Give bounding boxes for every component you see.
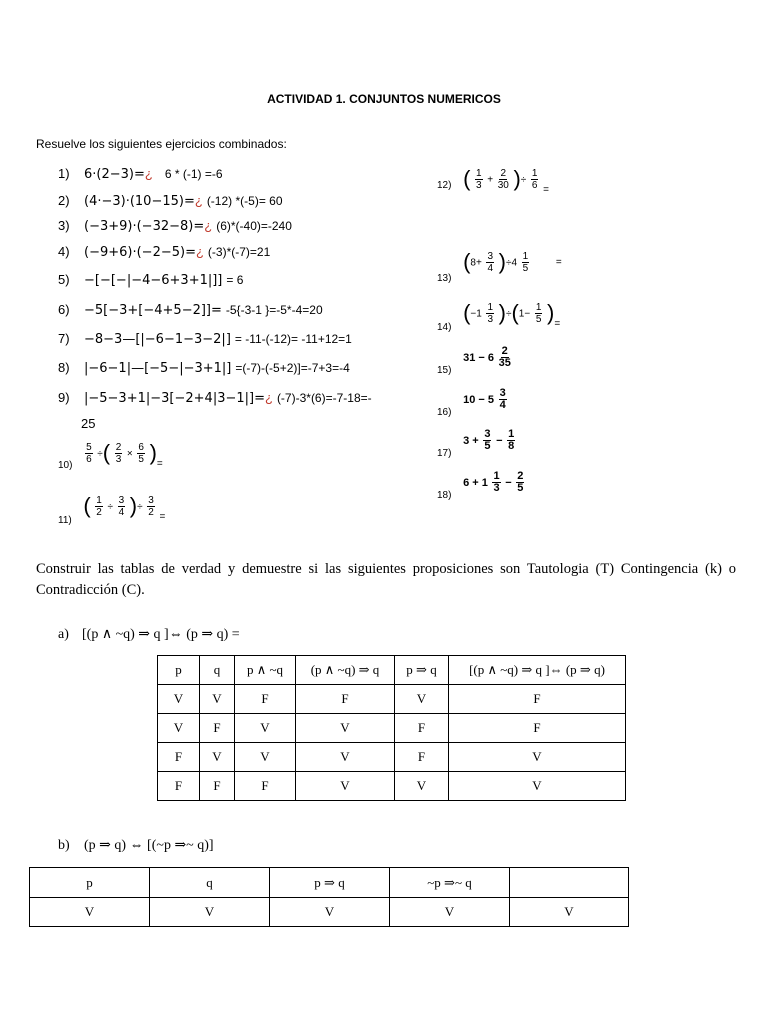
table-cell: V (158, 685, 200, 714)
table-cell: F (296, 685, 395, 714)
exercise-number: 18) (437, 489, 452, 501)
exercise-expression: (−9+6)·(−2−5)= (84, 245, 196, 260)
part-b-statement: b) (p ⇒ q) ⇔ [(~p ⇒~ q)] (58, 838, 214, 853)
exercise-answer: = 6 (226, 273, 244, 287)
exercise-15: $_{15)}$ 31 − 6 $\frac{2}{35}$ (437, 345, 511, 376)
column-header: [(p ∧ ~q) ⇒ q ]⇔ (p ⇒ q) (449, 656, 626, 685)
table-cell: V (390, 898, 510, 927)
exercise-number: 12) (437, 180, 452, 192)
column-header: q (150, 868, 270, 898)
red-question-mark: ¿ (144, 166, 153, 181)
exercise-expression: 6·(2−3)= (84, 167, 145, 182)
exercise-number: 16) (437, 406, 452, 418)
table-row (158, 685, 626, 714)
exercise-expression: |−5−3+1|−3[−2+4|3−1|]= (84, 391, 265, 406)
exercise-expression: (−3+9)·(−32−8)= (84, 219, 205, 234)
table-cell: V (395, 772, 449, 801)
table-cell: F (449, 714, 626, 743)
table-row (158, 714, 626, 743)
table-cell: V (449, 772, 626, 801)
exercise-11: $_{11)}$ ( $\frac{1}{2}$ ÷ $\frac{3}{4}$ )÷ $\frac{3}{2}$ $_=$ (58, 493, 166, 527)
exercise-answer: (-3)*(-7)=21 (207, 245, 271, 259)
instructions-paragraph: Construir las tablas de verdad y demuestre si las siguientes proposiciones son Tautologia (T) Contingencia (k) o Contradicción (C). (36, 561, 736, 598)
exercise-number: 10) (58, 460, 73, 472)
exercise-number: 4) (58, 244, 70, 259)
column-header: p ∧ ~q (235, 656, 296, 685)
exercise-number: 5) (58, 272, 70, 287)
exercise-answer: 6 * (-1) =-6 (164, 167, 223, 181)
table-header-row (30, 868, 629, 898)
exercise-number: 3) (58, 218, 70, 233)
table-cell: V (30, 898, 150, 927)
exercise-expression: −8−3—[|−6−1−3−2|] (84, 332, 231, 347)
exercise-expression: −[−[−|−4−6+3+1|]] (84, 273, 223, 288)
table-header-row (158, 656, 626, 685)
exercise-number: 2) (58, 193, 70, 208)
table-cell: V (200, 685, 235, 714)
exercise-expression: (4·−3)·(10−15)= (84, 194, 195, 209)
exercise-number: 7) (58, 331, 70, 346)
exercise-16: $_{16)}$ 10 − 5 $\frac{3}{4}$ (437, 387, 506, 418)
table-cell: V (510, 898, 629, 927)
exercise-expression: −5[−3+[−4+5−2]]= (84, 303, 222, 318)
exercise-4 (58, 244, 270, 260)
page-title: ACTIVIDAD 1. CONJUNTOS NUMERICOS (267, 92, 501, 106)
column-header: p ⇒ q (395, 656, 449, 685)
exercise-8 (58, 360, 350, 376)
exercise-answer: (6)*(-40)=-240 (216, 219, 292, 233)
table-cell: F (235, 772, 296, 801)
part-a-statement: a) [(p ∧ ~q) ⇒ q ]⇔ (p ⇒ q) = (58, 627, 240, 642)
exercise-answer: (-12) *(-5)= 60 (206, 194, 283, 208)
table-row (30, 898, 629, 927)
red-question-mark: ¿ (195, 244, 204, 259)
exercise-number: 15) (437, 364, 452, 376)
exercise-1 (58, 166, 223, 182)
table-cell: V (449, 743, 626, 772)
column-header: q (200, 656, 235, 685)
exercise-17: $_{17)}$ 3 + $\frac{3}{5}$ − $\frac{1}{8}$ (437, 428, 515, 459)
exercise-6 (58, 302, 323, 318)
table-cell: V (395, 685, 449, 714)
exercise-answer: = -11-(-12)= -11+12=1 (234, 332, 352, 346)
column-header: p (158, 656, 200, 685)
table-row (158, 743, 626, 772)
exercise-number: 13) (437, 273, 452, 285)
table-cell: F (395, 743, 449, 772)
exercise-number: 1) (58, 166, 70, 181)
column-header: p ⇒ q (270, 868, 390, 898)
red-question-mark: ¿ (194, 193, 203, 208)
table-cell: F (158, 743, 200, 772)
truth-table-b (29, 867, 629, 927)
table-cell: F (200, 714, 235, 743)
column-header (510, 868, 629, 898)
table-cell: V (296, 772, 395, 801)
exercise-number: 8) (58, 360, 70, 375)
exercise-answer: -5{-3-1 }=-5*-4=20 (225, 303, 323, 317)
instructions: Resuelve los siguientes ejercicios combinados: (36, 137, 287, 151)
exercise-number: 11) (58, 515, 72, 527)
table-cell: V (270, 898, 390, 927)
exercise-number: 17) (437, 447, 452, 459)
exercise-answer: (-7)-3*(6)=-7-18=- (276, 391, 372, 405)
table-cell: F (200, 772, 235, 801)
table-cell: F (395, 714, 449, 743)
truth-table-a (157, 655, 626, 801)
exercise-number: 9) (58, 390, 70, 405)
exercise-number: 6) (58, 302, 70, 317)
exercise-7 (58, 331, 352, 347)
red-question-mark: ¿ (264, 390, 273, 405)
table-cell: V (235, 714, 296, 743)
exercise-13: $_{13)}$ (8+ $\frac{3}{4}$ )÷4 $\frac{1}{5}$ = (437, 249, 562, 285)
exercise-2 (58, 193, 283, 209)
exercise-10 (81, 416, 95, 431)
exercise-answer: =(-7)-(-5+2)]=-7+3=-4 (235, 361, 350, 375)
table-cell: V (235, 743, 296, 772)
exercise-number: 14) (437, 322, 452, 334)
exercise-12: $_{12)}$ ( $\frac{1}{3}$ + $\frac{2}{30}$ )÷ $\frac{1}{6}$ $_=$ (437, 166, 549, 196)
exercise-18: $_{18)}$ 6 + 1 $\frac{1}{3}$ − $\frac{2}{5}$ (437, 470, 524, 501)
exercise-expression: |−6−1|—[−5−|−3+1|] (84, 361, 232, 376)
exercise-14: $_{14)}$ (−1 $\frac{1}{3}$ )÷(1− $\frac{1}{5}$ )$_=$ (437, 300, 561, 334)
column-header: (p ∧ ~q) ⇒ q (296, 656, 395, 685)
table-row (158, 772, 626, 801)
column-header: ~p ⇒~ q (390, 868, 510, 898)
table-cell: V (158, 714, 200, 743)
table-cell: V (200, 743, 235, 772)
exercise-answer: 25 (81, 416, 96, 431)
exercise-3 (58, 218, 292, 234)
table-cell: V (296, 714, 395, 743)
table-cell: F (235, 685, 296, 714)
table-cell: V (296, 743, 395, 772)
exercise-9 (58, 390, 372, 406)
red-question-mark: ¿ (204, 218, 213, 233)
table-cell: F (158, 772, 200, 801)
column-header: p (30, 868, 150, 898)
table-cell: V (150, 898, 270, 927)
exercise-5 (58, 272, 243, 288)
table-cell: F (449, 685, 626, 714)
exercise-10: $_{10)}$ $\frac{5}{6}$ ÷( $\frac{2}{3}$ × $\frac{6}{5}$ )$_=$ (58, 440, 163, 472)
